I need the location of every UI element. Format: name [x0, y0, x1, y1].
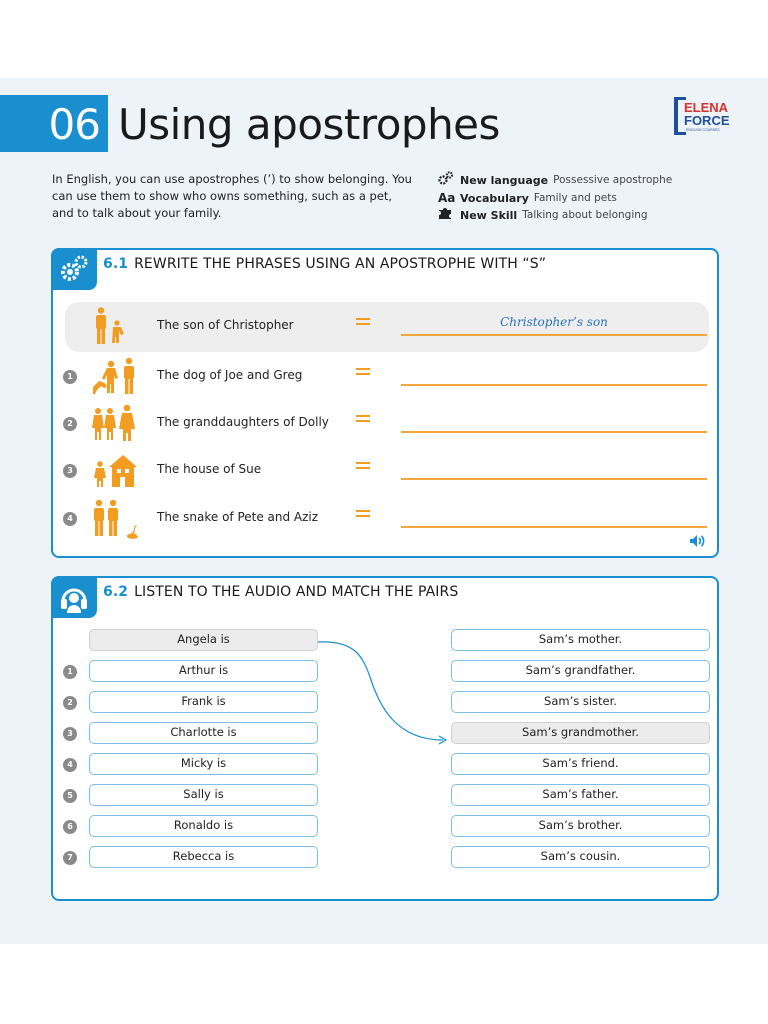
page-title: Using apostrophes [118, 100, 500, 149]
unit-meta [438, 172, 672, 225]
meta-new-skill: New Skill Talking about belonging [438, 207, 672, 225]
match-row [53, 846, 717, 870]
unit-number: 06 [48, 100, 100, 149]
speaker-icon[interactable] [689, 534, 707, 548]
match-right-item: Sam’s grandmother. [451, 722, 710, 744]
exercise-heading: 6.1 REWRITE THE PHRASES USING AN APOSTROPHE WITH “S” [103, 256, 547, 272]
match-right-item[interactable]: Sam’s friend. [451, 753, 710, 775]
two-men-dog-icon [91, 357, 147, 397]
match-left-item[interactable]: Charlotte is [89, 722, 318, 744]
item-number: 7 [63, 851, 77, 865]
puzzle-icon [438, 206, 460, 226]
vocabulary-icon: Aa [438, 190, 456, 205]
svg-text:ENGLISH COURSES: ENGLISH COURSES [686, 128, 720, 132]
match-left-item[interactable]: Rebecca is [89, 846, 318, 868]
match-left-item[interactable]: Frank is [89, 691, 318, 713]
match-row [53, 629, 717, 653]
answer-line[interactable] [401, 478, 707, 480]
phrase: The dog of Joe and Greg [157, 368, 303, 382]
item-number: 2 [63, 417, 77, 431]
equals-icon [356, 459, 370, 471]
answer-line [401, 334, 707, 336]
item-number: 5 [63, 789, 77, 803]
grandmother-granddaughters-icon [91, 404, 147, 444]
item-number: 3 [63, 464, 77, 478]
equals-icon [356, 412, 370, 424]
item-number: 2 [63, 696, 77, 710]
match-row [53, 722, 717, 746]
example-item [53, 307, 717, 347]
answer-line[interactable] [401, 431, 707, 433]
item-number: 4 [63, 758, 77, 772]
equals-icon [356, 315, 370, 327]
elena-force-logo [672, 96, 734, 136]
example-answer: Christopher’s son [500, 315, 608, 329]
phrase: The granddaughters of Dolly [157, 415, 329, 429]
match-right-item[interactable]: Sam’s father. [451, 784, 710, 806]
exercise-item-4 [53, 499, 717, 539]
match-left-item[interactable]: Sally is [89, 784, 318, 806]
exercise-item-2 [53, 404, 717, 444]
match-right-item[interactable]: Sam’s cousin. [451, 846, 710, 868]
phrase: The son of Christopher [157, 318, 294, 332]
match-row [53, 815, 717, 839]
match-right-item[interactable]: Sam’s grandfather. [451, 660, 710, 682]
headphones-icon [58, 581, 90, 613]
match-right-item[interactable]: Sam’s brother. [451, 815, 710, 837]
exercise-tab [51, 576, 97, 618]
match-left-item: Angela is [89, 629, 318, 651]
match-row [53, 753, 717, 777]
exercise-tab [51, 248, 97, 290]
exercise-item-1 [53, 357, 717, 397]
equals-icon [356, 365, 370, 377]
father-son-icon [91, 307, 147, 347]
exercise-6-2-panel [51, 576, 719, 901]
unit-number-block [0, 95, 108, 152]
gears-icon [438, 171, 460, 191]
exercise-item-3 [53, 451, 717, 491]
phrase: The snake of Pete and Aziz [157, 510, 319, 524]
item-number: 1 [63, 665, 77, 679]
item-number: 6 [63, 820, 77, 834]
exercise-heading: 6.2 LISTEN TO THE AUDIO AND MATCH THE PAIRS [103, 584, 459, 600]
svg-text:ELENA: ELENA [684, 100, 729, 115]
match-left-item[interactable]: Ronaldo is [89, 815, 318, 837]
item-number: 3 [63, 727, 77, 741]
match-right-item[interactable]: Sam’s mother. [451, 629, 710, 651]
svg-text:FORCE: FORCE [684, 113, 730, 128]
match-right-item[interactable]: Sam’s sister. [451, 691, 710, 713]
item-number: 1 [63, 370, 77, 384]
match-left-item[interactable]: Arthur is [89, 660, 318, 682]
meta-vocabulary: Aa Vocabulary Family and pets [438, 190, 672, 208]
item-number: 4 [63, 512, 77, 526]
gears-icon [58, 253, 90, 285]
match-left-item[interactable]: Micky is [89, 753, 318, 775]
match-row [53, 691, 717, 715]
meta-new-language: New language Possessive apostrophe [438, 172, 672, 190]
two-men-snake-icon [91, 499, 147, 539]
intro-text: In English, you can use apostrophes (’) to show belonging. You can use them to show who owns something, such as a pet, and to talk about your family. [52, 172, 412, 220]
answer-line[interactable] [401, 384, 707, 386]
match-row [53, 660, 717, 684]
answer-line[interactable] [401, 526, 707, 528]
match-row [53, 784, 717, 808]
exercise-6-1-panel [51, 248, 719, 558]
woman-house-icon [91, 451, 147, 491]
phrase: The house of Sue [157, 462, 262, 476]
equals-icon [356, 507, 370, 519]
